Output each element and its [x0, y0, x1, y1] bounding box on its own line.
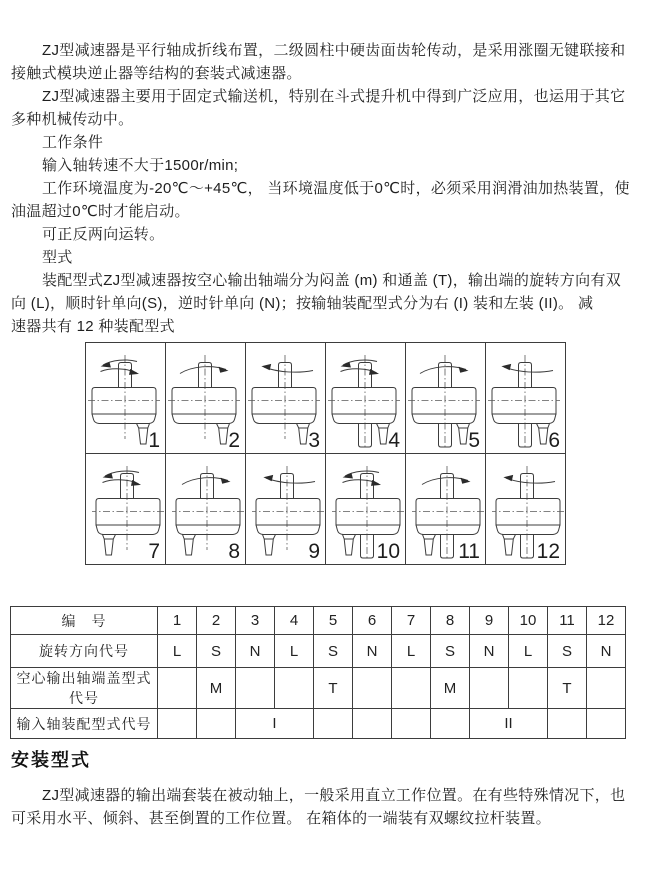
text-line: 输入轴转速不大于1500r/min; [42, 157, 239, 174]
diagram-cell [246, 454, 326, 565]
diagram-cell [326, 454, 406, 565]
diagram-cell [166, 454, 246, 565]
table-cell: 1 [158, 607, 197, 635]
diagram-number: 10 [376, 540, 400, 563]
table-row [11, 635, 626, 668]
table-cell: I [236, 709, 314, 739]
text-line: 工作环境温度为-20℃～+45℃， 当环境温度低于0℃时，必须采用润滑油加热装置，使 [42, 180, 630, 197]
table-cell: 8 [431, 607, 470, 635]
text-line: 型式 [42, 249, 73, 266]
install-section [11, 784, 642, 830]
table-cell: T [314, 668, 353, 709]
table-cell [353, 709, 392, 739]
table-cell: S [548, 635, 587, 668]
table-row [11, 668, 626, 709]
table-cell: L [158, 635, 197, 668]
table-cell: 5 [314, 607, 353, 635]
diagram-cell [406, 343, 486, 454]
table-cell: L [509, 635, 548, 668]
text-line: 可正反两向运转。 [42, 226, 165, 243]
table-cell [314, 709, 353, 739]
table-cell: 10 [509, 607, 548, 635]
install-heading: 安装型式 [11, 750, 91, 770]
table-cell [197, 709, 236, 739]
rotation-arrow-ccw [263, 475, 315, 483]
table-cell [275, 668, 314, 709]
diagram-number: 12 [536, 540, 560, 563]
table-row [11, 607, 626, 635]
rotation-arrow-ccw [261, 364, 313, 372]
table-row [11, 709, 626, 739]
table-cell [587, 668, 626, 709]
table-cell: N [236, 635, 275, 668]
rotation-arrow-ccw [501, 364, 553, 372]
table-cell [158, 709, 197, 739]
diagram-number: 6 [548, 429, 560, 452]
diagram-cell [486, 454, 566, 565]
table-cell: S [431, 635, 470, 668]
diagram-cell [406, 454, 486, 565]
table-cell: T [548, 668, 587, 709]
table-cell: 4 [275, 607, 314, 635]
rotation-arrow-cw [420, 367, 469, 374]
intro-section [11, 39, 642, 338]
table-cell: 6 [353, 607, 392, 635]
text-line: 多种机械传动中。 [11, 111, 134, 128]
text-line: 可采用水平、倾斜、甚至倒置的工作位置。 在箱体的一端装有双螺纹拉杆装置。 [11, 810, 551, 827]
text-line: ZJ型减速器是平行轴成折线布置，二级圆柱中硬齿面齿轮传动，是采用涨圈无键联接和 [42, 42, 626, 59]
text-line: ZJ型减速器的输出端套装在被动轴上，一般采用直立工作位置。在有些特殊情况下，也 [42, 787, 626, 804]
table-cell: 2 [197, 607, 236, 635]
diagram-cell [246, 343, 326, 454]
table-cell: 3 [236, 607, 275, 635]
table-cell: M [431, 668, 470, 709]
diagram-number: 1 [148, 429, 160, 452]
table-cell: L [275, 635, 314, 668]
diagram-number: 2 [228, 429, 240, 452]
text-line: 接触式模块逆止器等结构的套装式减速器。 [11, 65, 302, 82]
table-cell: N [470, 635, 509, 668]
diagram-cell [486, 343, 566, 454]
table-cell [587, 709, 626, 739]
assembly-table [10, 606, 626, 739]
assembly-diagram-grid [85, 342, 566, 565]
table-cell: 11 [548, 607, 587, 635]
rotation-arrow-cw [182, 478, 231, 485]
diagram-number: 7 [148, 540, 160, 563]
table-cell: 9 [470, 607, 509, 635]
diagram-cell [326, 343, 406, 454]
text-line: 向 (L)，顺时针单向(S)，逆时针单向 (N)；按输轴装配型式分为右 (I) 装和左装 (II)。 减 [11, 295, 594, 312]
diagram-number: 11 [458, 540, 480, 563]
diagram-cell [86, 343, 166, 454]
rotation-arrow-cw [180, 367, 229, 374]
table-cell: S [197, 635, 236, 668]
table-cell [392, 709, 431, 739]
row-label: 旋转方向代号 [11, 635, 158, 668]
diagram-number: 9 [308, 540, 320, 563]
table-cell: M [197, 668, 236, 709]
text-line: 速器共有 12 种装配型式 [11, 318, 175, 335]
text-line: 油温超过0℃时才能启动。 [11, 203, 190, 220]
text-line: ZJ型减速器主要用于固定式输送机，特别在斗式提升机中得到广泛应用，也运用于其它 [42, 88, 626, 105]
row-label: 空心输出轴端盖型式代号 [11, 668, 158, 709]
table-cell: N [587, 635, 626, 668]
text-line: 装配型式ZJ型减速器按空心输出轴端分为闷盖 (m) 和通盖 (T)，输出端的旋转方向有双 [42, 272, 622, 289]
table-cell: S [314, 635, 353, 668]
row-label: 输入轴装配型式代号 [11, 709, 158, 739]
diagram-cell [166, 343, 246, 454]
text-line: 工作条件 [42, 134, 104, 151]
table-cell [353, 668, 392, 709]
rotation-arrow-ccw [503, 475, 555, 483]
row-label: 编 号 [11, 607, 158, 635]
table-cell [548, 709, 587, 739]
table-cell: 7 [392, 607, 431, 635]
table-cell [158, 668, 197, 709]
table-cell: N [353, 635, 392, 668]
table-cell [236, 668, 275, 709]
rotation-arrow-cw [422, 478, 471, 485]
diagram-cell [86, 454, 166, 565]
diagram-number: 3 [308, 429, 320, 452]
table-cell: 12 [587, 607, 626, 635]
table-cell [431, 709, 470, 739]
table-cell: II [470, 709, 548, 739]
table-cell [392, 668, 431, 709]
diagram-number: 4 [388, 429, 400, 452]
diagram-number: 8 [228, 540, 240, 563]
diagram-number: 5 [468, 429, 480, 452]
table-cell [470, 668, 509, 709]
table-cell: L [392, 635, 431, 668]
table-cell [509, 668, 548, 709]
